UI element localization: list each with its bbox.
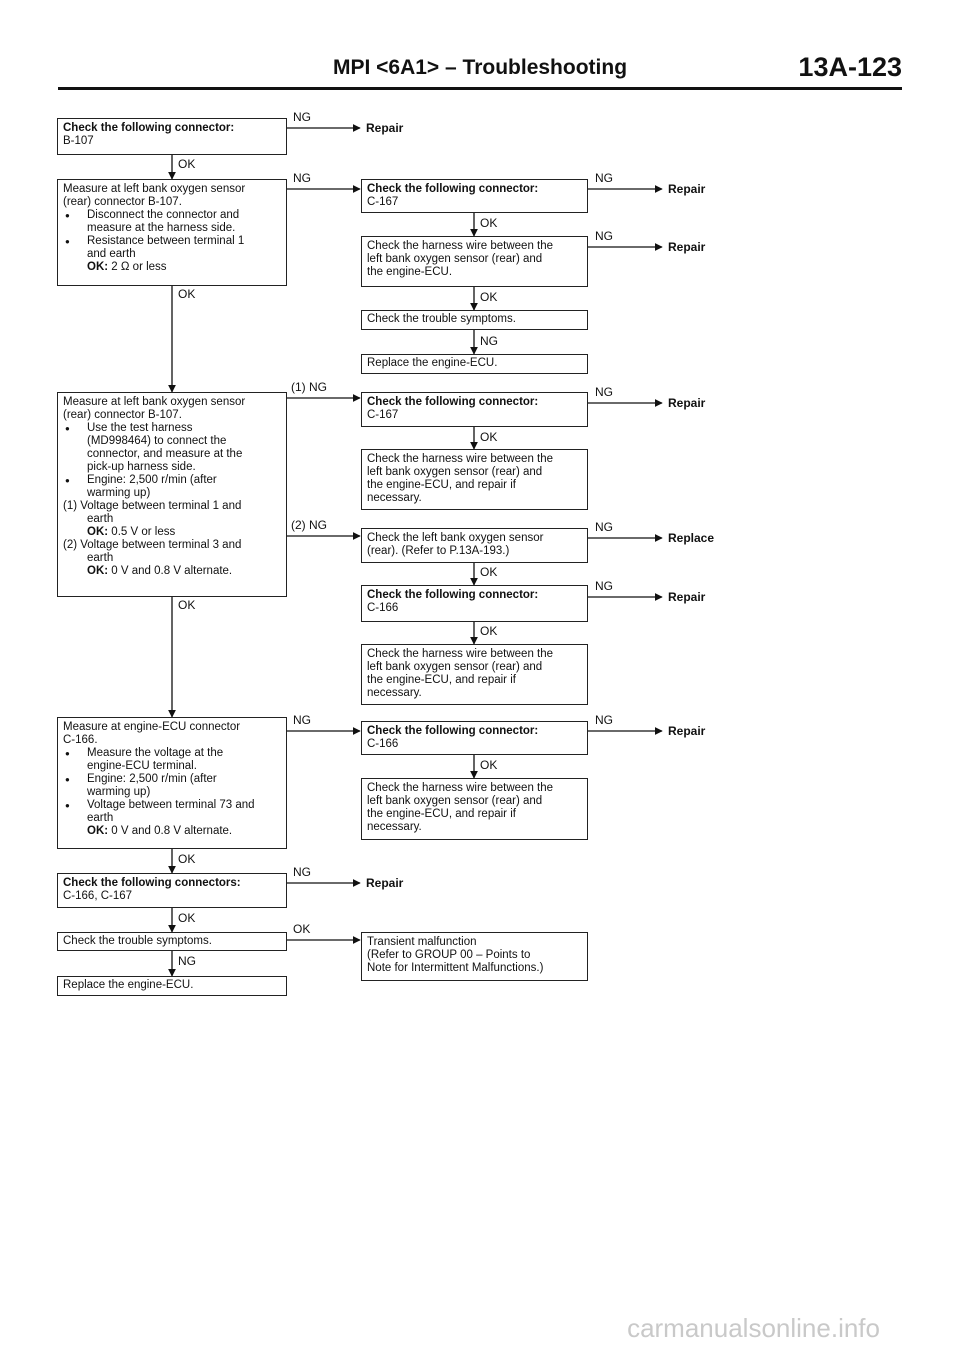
repair-result: Repair <box>668 396 706 410</box>
box-text: (rear). (Refer to P.13A-193.) <box>367 545 510 557</box>
ng-label: NG <box>595 579 613 593</box>
ok-label: OK <box>480 216 498 230</box>
repair-result: Repair <box>668 724 706 738</box>
box-text: (1) Voltage between terminal 1 and <box>63 500 242 512</box>
box-text: the engine-ECU. <box>367 266 453 278</box>
box-text: connector, and measure at the <box>87 448 243 460</box>
box-text: Note for Intermittent Malfunctions.) <box>367 962 544 974</box>
ok-label: OK: <box>87 261 109 273</box>
box-text: Check the trouble symptoms. <box>367 313 516 325</box>
repair-result: Repair <box>366 121 404 135</box>
box-text: (rear) connector B-107. <box>63 409 182 421</box>
check-trouble-symptoms-box <box>57 932 287 951</box>
box-text: the engine-ECU, and repair if <box>367 808 516 820</box>
ok-label: OK <box>480 758 498 772</box>
box-text: earth <box>87 513 114 525</box>
box-text: (Refer to GROUP 00 – Points to <box>367 949 531 961</box>
replace-result: Replace <box>668 531 715 545</box>
box-text: (2) Voltage between terminal 3 and <box>63 539 242 551</box>
check-oxygen-sensor-box <box>361 528 588 563</box>
box-text: ● Measure the voltage at the <box>63 747 281 760</box>
box-text: warming up) <box>87 786 151 798</box>
box-text: Check the following connector: <box>367 589 539 601</box>
box-text: measure at the harness side. <box>87 222 236 234</box>
ok-label: OK <box>178 157 196 171</box>
box-text: and earth <box>87 248 136 260</box>
page-number: 13A-123 <box>798 52 902 82</box>
box-text: warming up) <box>87 487 151 499</box>
ok-label: OK <box>178 598 196 612</box>
ok-label: OK <box>480 565 498 579</box>
box-text: Check the following connectors: <box>63 877 241 889</box>
box-text: C-167 <box>367 409 399 421</box>
check-connector-c167-box <box>361 179 588 213</box>
ng-label: NG <box>480 334 498 348</box>
box-text: necessary. <box>367 821 422 833</box>
box-text: 0 V and 0.8 V alternate. <box>111 565 233 577</box>
watermark: carmanualsonline.info <box>627 1313 880 1343</box>
box-text: (rear) connector B-107. <box>63 196 182 208</box>
ok-label: OK <box>178 852 196 866</box>
box-text: Transient malfunction <box>367 936 477 948</box>
repair-result: Repair <box>668 182 706 196</box>
box-text: earth <box>87 812 114 824</box>
ng-label: NG <box>293 865 311 879</box>
ng-label: NG <box>595 520 613 534</box>
box-text: ● Disconnect the connector and <box>63 209 281 222</box>
replace-engine-ecu-box <box>57 976 287 996</box>
check-connector-c166-box <box>361 721 588 755</box>
ng-label: NG <box>595 385 613 399</box>
check-harness-wire-box <box>361 236 588 287</box>
box-text: Measure at left bank oxygen sensor <box>63 183 246 195</box>
ok-label: OK: <box>87 825 109 837</box>
box-text: Check the trouble symptoms. <box>63 935 212 947</box>
box-text: left bank oxygen sensor (rear) and <box>367 253 543 265</box>
box-text: the engine-ECU, and repair if <box>367 479 516 491</box>
ok-label: OK <box>480 290 498 304</box>
box-text: left bank oxygen sensor (rear) and <box>367 661 543 673</box>
ok-label: OK <box>178 287 196 301</box>
box-text: Check the harness wire between the <box>367 782 554 794</box>
box-text: Check the harness wire between the <box>367 648 554 660</box>
box-text: the engine-ECU, and repair if <box>367 674 516 686</box>
box-text: Check the following connector: <box>367 183 539 195</box>
box-text: Replace the engine-ECU. <box>367 357 498 369</box>
measure-ecu-connector-box <box>57 717 287 849</box>
check-trouble-symptoms-box <box>361 310 588 330</box>
ng-label: NG <box>293 713 311 727</box>
box-text: left bank oxygen sensor (rear) and <box>367 466 543 478</box>
box-text: 2 Ω or less <box>111 261 167 273</box>
box-text: pick-up harness side. <box>87 461 196 473</box>
check-connector-b107-box <box>57 118 287 155</box>
box-text: ● Voltage between terminal 73 and <box>63 799 281 812</box>
check-harness-wire-repair-box <box>361 449 588 510</box>
check-harness-wire-repair-box <box>361 644 588 705</box>
box-text: necessary. <box>367 687 422 699</box>
ok-label: OK: <box>87 565 109 577</box>
repair-result: Repair <box>668 240 706 254</box>
replace-engine-ecu-box <box>361 354 588 374</box>
ok-label: OK <box>480 430 498 444</box>
box-text: Measure at engine-ECU connector <box>63 721 241 733</box>
ok-label: OK <box>178 911 196 925</box>
check-connector-c166-box <box>361 585 588 622</box>
ng-label: (2) NG <box>291 518 327 532</box>
ok-label: OK <box>480 624 498 638</box>
ng-label: (1) NG <box>291 380 327 394</box>
box-text: (MD998464) to connect the <box>87 435 227 447</box>
ng-label: NG <box>293 171 311 185</box>
box-text: ● Engine: 2,500 r/min (after <box>63 773 281 786</box>
ng-label: NG <box>595 229 613 243</box>
box-text: Check the following connector: <box>367 725 539 737</box>
box-text: Check the following connector: <box>63 122 235 134</box>
check-connectors-c166-c167-box <box>57 873 287 908</box>
transient-malfunction-box <box>361 932 588 981</box>
ok-label: OK <box>293 922 311 936</box>
box-text: C-166 <box>367 602 399 614</box>
box-text: C-166 <box>367 738 399 750</box>
box-text: 0.5 V or less <box>111 526 176 538</box>
repair-result: Repair <box>366 876 404 890</box>
box-text: C-166. <box>63 734 98 746</box>
box-text: Replace the engine-ECU. <box>63 979 194 991</box>
measure-voltage-sensor-box <box>57 392 287 597</box>
ng-label: NG <box>178 954 196 968</box>
box-text: Check the harness wire between the <box>367 453 554 465</box>
repair-result: Repair <box>668 590 706 604</box>
measure-resistance-box <box>57 179 287 286</box>
box-text: left bank oxygen sensor (rear) and <box>367 795 543 807</box>
page-title: MPI <6A1> – Troubleshooting <box>332 56 628 79</box>
box-text: 0 V and 0.8 V alternate. <box>111 825 233 837</box>
box-text: ● Use the test harness <box>63 422 281 435</box>
box-text: C-167 <box>367 196 399 208</box>
check-harness-wire-repair-box <box>361 778 588 840</box>
box-text: C-166, C-167 <box>63 890 133 902</box>
box-text: ● Engine: 2,500 r/min (after <box>63 474 281 487</box>
box-text: Check the harness wire between the <box>367 240 554 252</box>
box-text: Check the left bank oxygen sensor <box>367 532 544 544</box>
box-text: ● Resistance between terminal 1 <box>63 235 281 248</box>
ng-label: NG <box>595 713 613 727</box>
box-text: Measure at left bank oxygen sensor <box>63 396 246 408</box>
box-text: B-107 <box>63 135 94 147</box>
ok-label: OK: <box>87 526 109 538</box>
box-text: earth <box>87 552 114 564</box>
check-connector-c167-box <box>361 392 588 427</box>
ng-label: NG <box>293 110 311 124</box>
ng-label: NG <box>595 171 613 185</box>
box-text: necessary. <box>367 492 422 504</box>
box-text: Check the following connector: <box>367 396 539 408</box>
box-text: engine-ECU terminal. <box>87 760 197 772</box>
